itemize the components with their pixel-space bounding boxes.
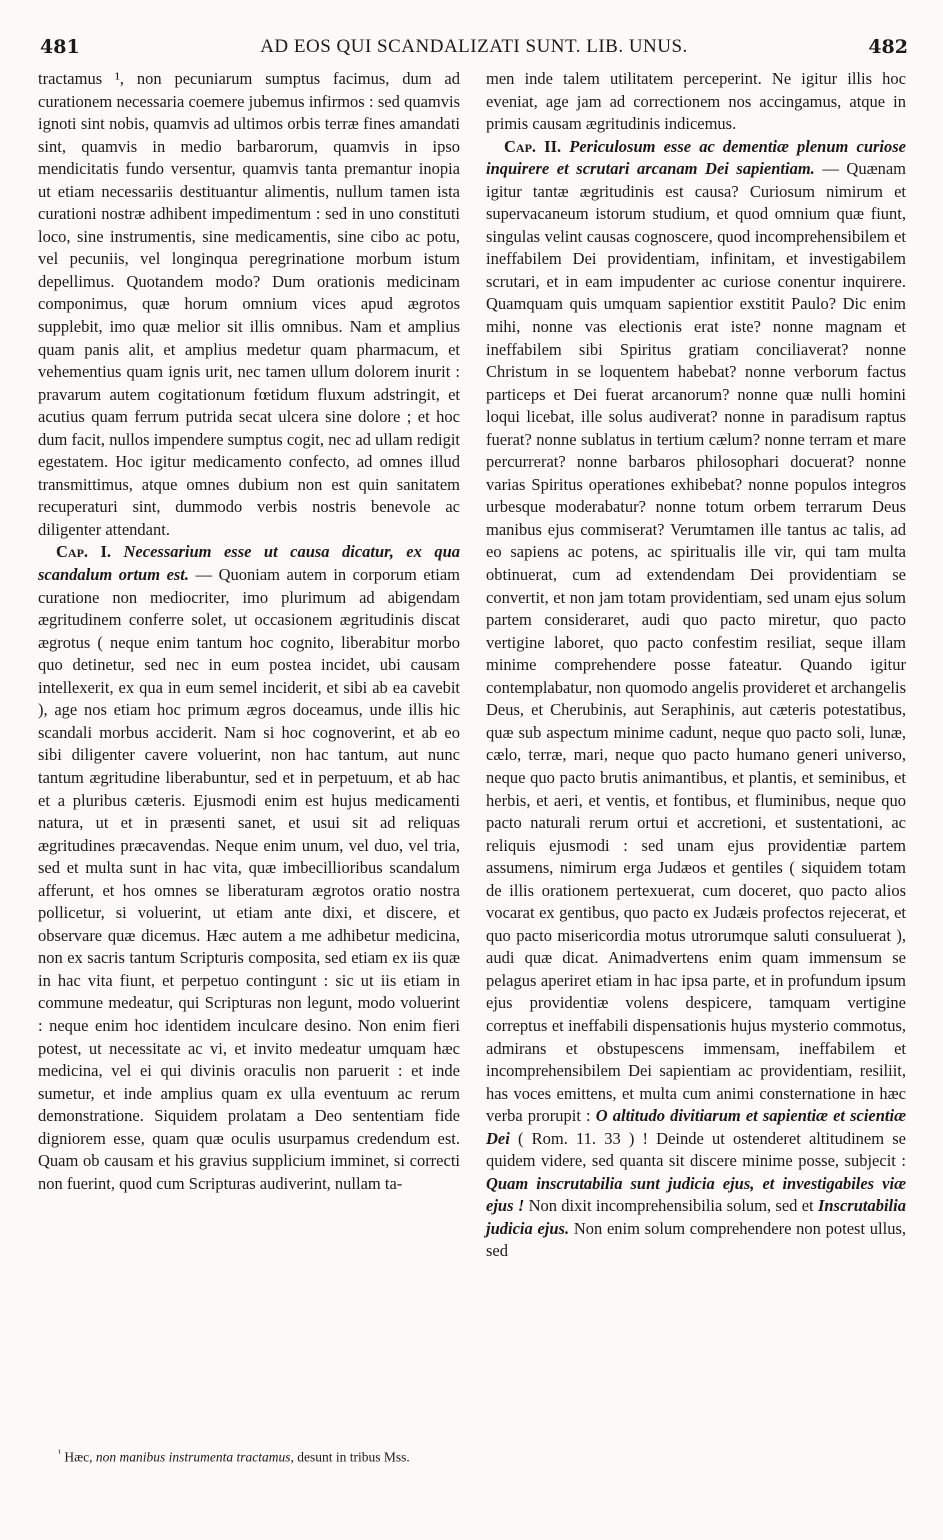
chapter-2-text-c: Non dixit incomprehensibilia solum, sed et [524,1196,818,1216]
page-number-right: 482 [868,36,908,58]
page-header [40,36,908,62]
chapter-1-paragraph [38,541,460,1195]
paragraph-continued-right: men inde talem utilitatem perceperint. Ne igitur illis hoc eveniat, age jam ad correctionem nos accingamus, atque in primis causam ægritudinis indicemus. [486,69,906,134]
scripture-reference-1: ( Rom. 11. 33 ) ! [509,1128,657,1148]
chapter-2-paragraph [486,136,906,1263]
paragraph-continued: tractamus ¹, non pecuniarum sumptus facimus, dum ad curationem necessaria coemere jubemus infirmos : sed quamvis ignoti sint nobis, quamvis ad ultimos orbis terræ fines amandati sint, quamvis in medio barbarorum, quamvis in ipso mendicitatis fundo versentur, quamvis tanta premantur inopia ut etiam necessariis destituantur alimentis, nullum tamen ista curationi nostræ adhibent impedimentum : sed in uno constituti loco, sine instrumentis, sine medicamentis, sine cibo ac potu, vel pecuniis, vel longinqua peregrinatione morbum istum depellimus. Quotandem modo? Dum orationis medicinam componimus, quæ horum omnium vices apud ægrotos supplebit, imo quæ melior sit illis omnibus. Nam et amplius quam panis alit, et amplius medetur quam pharmacum, et vehementius quam ignis urit, nec tamen ullum dolorem inurit : pravarum autem cogitationum fœtidum fluxum adstringit, et acutius quam ferrum putrida secat ulcera sine dolore ; et hoc dum facit, nullos impendere sumptus cogit, nec ad ullam redigit egestatem. Hoc igitur medicamento confecto, ad omnes illud transmittimus, atque omnes dubium non est quin sanitatem recuperaturi sint, dummodo verbis nostris benevole ac diligenter attendant. [38,69,460,539]
footnote-text-italic: non manibus instrumenta tractamus, [95,1449,294,1465]
chapter-1-label: Cap. I. [56,542,112,562]
footnote [38,1445,460,1467]
chapter-1-title: Necessarium esse ut causa dicatur, ex qua scandalum ortum est. [38,542,460,585]
footnote-marker: ¹ [58,1448,61,1459]
page-number-left: 481 [40,36,80,58]
chapter-2-label: Cap. II. [504,136,562,156]
footnote-text-a: Hæc, [61,1449,96,1465]
right-column [486,68,906,1263]
chapter-2-text-a: — Quænam igitur tantæ ægritudinis est causa? Curiosum nimirum et supervacaneum istorum studium, et quod omnium quæ fiunt, singulas velint causas cognoscere, quod incomprehensibilem et ineffabilem Dei providentiam, infinitam, et investigabilem scrutari, et in eam impudenter ac curiose conentur inquirere. Quamquam quis umquam sapientior exstitit Paulo? Dic enim mihi, nonne vas electionis erat iste? nonne magnam et ineffabilem sibi Spiritus gratiam conciliaverat? nonne Christum in se loquentem habebat? nonne verborum factus particeps et Dei fuerat arcanorum? nonne quæ nulli homini loqui licebat, ille solus audiverat? nonne in paradisum raptus fuerat? nonne sublatus in tertium cælum? nonne terram et mare percurrerat? nonne barbaros philosophari docuerat? nonne varias Spiritus operationes exhibebat? nonne populos integros urbesque moderabatur? nonne totum orbem terrarum Deus manibus ejus commiserat? Verumtamen ille tantus ac talis, ad eo sapiens ac potens, ac spiritualis ille vir, qui tam multa obtinuerat, cum ad extendendam Dei providentiam se convertit, et non jam totam providentiam, sed unam ejus solum partem consideraret, audi quo pacto miretur, quo pacto vertigine laboret, quo pacto confestim resiliat, seque illam minime comprehendere posse fateatur. Quando igitur contemplabatur, non quomodo angelis provideret et archangelis Deus, et Cherubinis, aut Seraphinis, aut cæteris potestatibus, quæ sub aspectum minime cadunt, neque quo pacto soli, lunæ, cælo, terræ, mari, neque quo pacto humano generi universo, neque quo pacto brutis animantibus, et plantis, et seminibus, et herbis, et aeri, et ventis, et fontibus, et fluminibus, neque quo pacto naturali rerum ortui et accretioni, et sustentationi, ac reliquis ejusmodi : sed unam ejus providentiæ partem assumens, nimirum erga Judæos et gentiles ( siquidem totam de illis orationem pertexuerat, cum doceret, quo pacto alios vocarat ex gentibus, quo pacto ex Judæis profectos rejecerat, et quo pacto misericordia motus utrorumque saluti consuluerat ), audi quæ dicat. Animadvertens enim quam immensum se pelagus aperiret etiam in hac ipsa parte, et in profundum ipsum ejus providentiæ volens despicere, tamquam vertigine correptus et ineffabili dispensationis hujus mysterio commotus, admirans et obstupescens immensam, ineffabilem et incomprehensibilem Dei sapientiam ac providentiam, resiliit, has voces emittens, et multa cum animi consternatione in hæc verba prorupit : [486,159,906,1126]
left-column [38,68,460,1195]
chapter-2-text-d: Non enim solum comprehendere non potest ullus, sed [486,1218,906,1261]
chapter-2-text-b: Deinde ut ostenderet altitudinem se quidem videre, sed quanta sit discere minime posse, subjecit : [486,1128,906,1171]
footnote-text-b: desunt in tribus Mss. [293,1449,410,1465]
scripture-quote-2: Quam inscrutabilia sunt judicia ejus, et investigabiles viæ ejus ! [486,1173,906,1216]
running-title: AD EOS QUI SCANDALIZATI SUNT. LIB. UNUS. [260,36,688,57]
scripture-quote-1: O altitudo divitiarum et sapientiæ et scientiæ Dei [486,1106,907,1148]
chapter-1-text: — Quoniam autem in corporum etiam curatione non mediocriter, imo plurimum ad abigendam ægritudinem conferre solet, ut occasionem ægritudinis discat ægrotus ( neque enim tantum hoc cognito, liberabitur morbo quo detinetur, sed nec in eum postea incidet, ubi causam intellexerit, ex qua in eum semel inciderit, et sibi ab ea cavebit ), age nos etiam hoc primum ægros doceamus, unde illis hic scandali morbus acciderit. Nam si hoc cognoverint, et ab eo sibi diligenter cavere voluerint, non hac tantum, aut nunc tantum ægritudine liberabuntur, sed et in perpetuum, et ab hac et a pluribus cæteris. Ejusmodi enim est hujus medicamenti natura, ut et in præsenti sanet, et usui sit ad reliquas ægritudines præcavendas. Neque enim unum, vel duo, vel tria, sed et multa sunt in hac vita, quæ imbecillioribus scandalum afferunt, et hos omnes se liberaturam ægrotos oratio nostra pollicetur, si voluerint, ut etiam ante dixi, et discere, et observare quæ dicemus. Hæc autem a me adhibetur medicina, non ex sacris tantum Scripturis composita, sed etiam ex iis quæ in hac vita fiunt, et perpetuo contingunt : sic ut iis etiam in commune medeatur, qui Scripturas non legunt, modo voluerint : neque enim hoc identidem inculcare desino. Non enim fieri potest, ut necessitate ac vi, et invito medeatur umquam hæc medicina, vel ei qui divinis oraculis non paruerit : et inde sumetur, et inde amplius quam ex ulla eventuum ac rerum demonstratione. Siquidem prolatam a Deo sententiam fide digniorem esse, quam quæ oculis usurpamus credendum est. Quam ob causam et his gravius supplicium imminet, si correcti non fuerint, quod cum Scripturas audiverint, nullam ta- [38,565,460,1193]
scripture-quote-3: Inscrutabilia judicia ejus. [486,1196,906,1238]
chapter-2-title: Periculosum esse ac dementiæ plenum curiose inquirere et scrutari arcanam Dei sapientiam. [486,136,907,179]
